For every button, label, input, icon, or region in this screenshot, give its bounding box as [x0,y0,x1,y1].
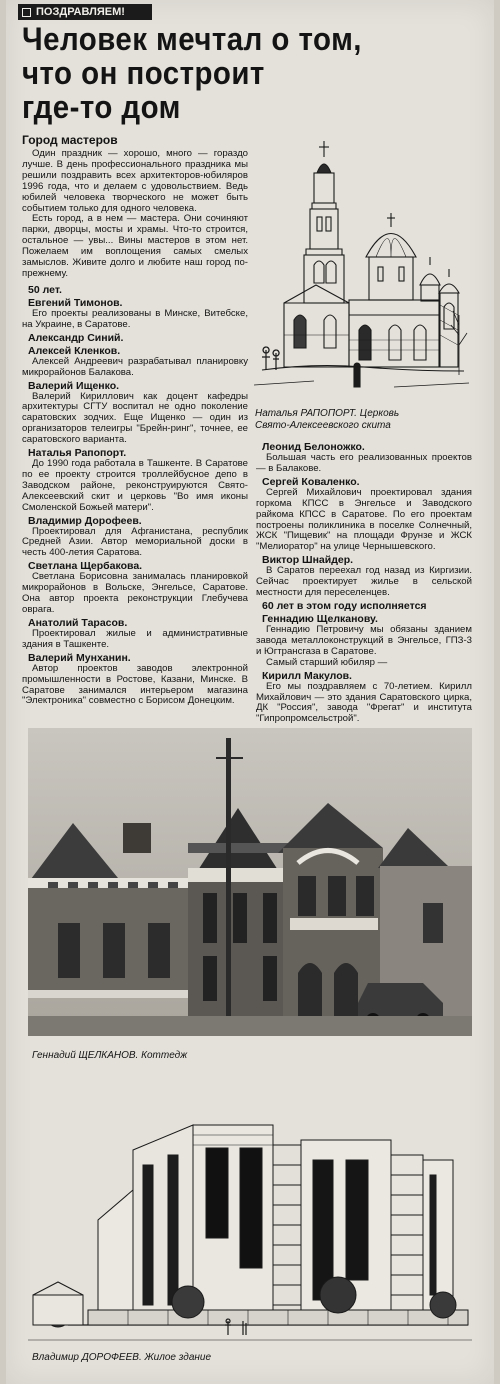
cottage-image [28,728,472,1036]
architect-text: Самый старший юбиляр — [266,656,388,668]
architect-text: До 1990 года работала в Ташкенте. В Саратове по ее проекту строится троллейбусное депо в Заводском районе, реконструируются Свято-Алексеевский скит и церковь "Во имя иконы Смоленской Божьей матери". [22,458,248,513]
architect-name: Алексей Кленков. [28,344,121,357]
intro-paragraph-1: Один праздник — хорошо, много — гораздо лучше. В день профессионального праздника мы решили поздравить всех архитекторов-юбиляров 1996 года, что и делаем с удовольствием. Ведь юбилей человека творческого не может быть событием только для одного человека. [22,148,248,214]
anniversary-60-heading: 60 лет в этом году исполняется [262,599,427,612]
architect-name: Валерий Мунханин. [28,651,131,664]
architect-name: Евгений Тимонов. [28,296,123,309]
architect-text: Алексей Андреевич разрабатывал планировку микрорайонов Балакова. [22,355,248,378]
subheading: Город мастеров [22,133,118,147]
article-headline [22,22,427,124]
left-column [22,133,248,707]
checkbox-square-icon [22,8,31,17]
architect-text: Его проекты реализованы в Минске, Витебске, на Украине, в Саратове. [22,307,248,330]
architect-name: Александр Синий. [28,331,124,344]
rubric-text: ПОЗДРАВЛЯЕМ! [36,6,125,18]
architect-name: Владимир Дорофеев. [28,514,142,527]
church-caption [255,408,475,432]
residential-caption: Владимир ДОРОФЕЕВ. Жилое здание [32,1352,212,1363]
architect-text: В Саратов переехал год назад из Киргизии. Сейчас проектирует жилье в сельской местности для переселенцев. [256,565,472,599]
architect-name: Сергей Коваленко. [262,475,360,488]
architect-name: Виктор Шнайдер. [262,554,354,567]
architect-name: Геннадию Щелканову. [262,612,378,625]
intro-paragraph-2: Есть город, а в нем — мастера. Они сочиняют парки, дворцы, мосты и храмы. Что-то строится, остальное — увы... Вины мастеров в этом нет. Пожелаем им воплощения самых смелых замыслов. Живите долго и любите наш город по-прежнему. [22,213,248,279]
church-drawing [254,135,472,400]
headline-line-3: где-то дом [22,89,181,125]
right-column [256,440,472,725]
cottage-photo [28,728,472,1036]
headline-line-2: что он построит [22,55,265,91]
architect-name: Наталья Рапопорт. [28,447,127,460]
architect-text: Сергей Михайлович проектировал здания горкома КПСС в Энгельсе и Заводского райкома КПСС в Саратове. По его проектам построены поликлиника в поселке Солнечный, ЖСК "Пищевик" на площади Фрунзе и ЖСК "Мелиоратор" на улице Чернышевского. [256,486,472,553]
architect-text: Светлана Борисовна занималась планировкой микрорайонов в Вольске, Энгельсе, Саратове. Она автор проекта реконструкции Глебучева оврага. [22,571,248,615]
architect-text: Автор проектов заводов электронной промышленности в Ростове, Казани, Минске. В Саратове занимался интерьером магазина "Электроника" совместно с Борисом Донецким. [22,662,248,707]
architect-text: Валерий Кириллович как доцент кафедры архитектуры СГТУ воспитал не одно поколение саратовских зодчих. Еще Ищенко — один из организаторов телеигры "Брейн-ринг", точнее, ее саратовского варианта. [22,390,248,446]
architect-name: Леонид Белоножко. [262,441,365,453]
caption-line-1: Наталья РАПОПОРТ. Церковь [255,408,400,419]
caption-line-2: Свято-Алексеевского скита [255,420,391,431]
anniversary-50-heading: 50 лет. [28,283,62,296]
residential-illustration [28,1070,472,1348]
architect-name: Анатолий Тарасов. [28,616,128,629]
architect-name: Светлана Щербакова. [28,560,143,573]
architect-text: Геннадию Петровичу мы обязаны зданием завода металлоконструкций в Энгельсе, ГПЗ-3 и Югтрансгаза в Саратове. [256,623,472,657]
church-illustration [254,135,472,400]
architect-name: Валерий Ищенко. [28,379,120,392]
architect-text: Проектировал жилые и административные здания в Ташкенте. [22,627,248,650]
headline-line-1: Человек мечтал о том, [22,21,362,57]
cottage-caption: Геннадий ЩЕЛКАНОВ. Коттедж [32,1050,188,1061]
architect-text: Его мы поздравляем с 70-летием. Кирилл Михайлович — это здания Саратовского цирка, ДК "Россия", завода "Фрегат" и института "Гипропромсельстрой". [256,680,472,725]
rubric-label [18,4,152,20]
architect-name: Кирилл Макулов. [262,669,352,682]
architect-text: Проектировал для Афганистана, республик Средней Азии. Автор мемориальной доски в честь 400-летия Саратова. [22,525,248,559]
residential-drawing [28,1070,472,1348]
architect-text: Большая часть его реализованных проектов — в Балакове. [256,452,472,474]
